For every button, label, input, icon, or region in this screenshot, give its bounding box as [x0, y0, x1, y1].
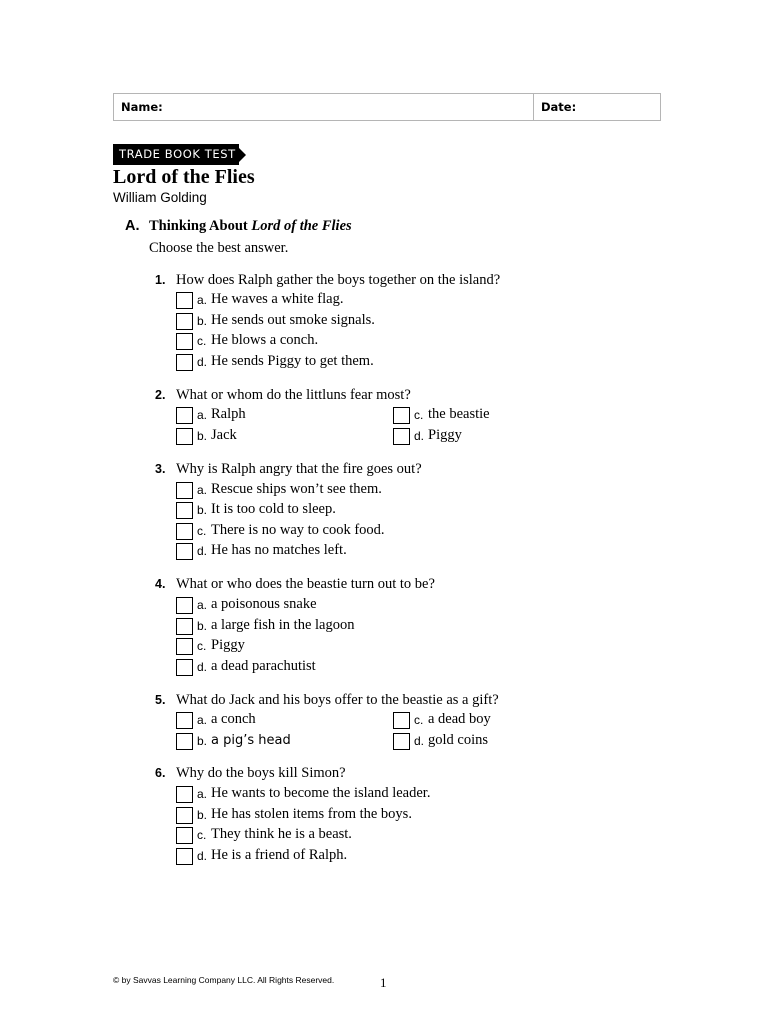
name-label: Name: [121, 100, 163, 114]
answer-checkbox[interactable] [176, 543, 193, 560]
book-author: William Golding [113, 190, 207, 205]
question-text: Why do the boys kill Simon? [176, 765, 346, 781]
option-letter: a. [197, 293, 208, 307]
option-letter: b. [197, 807, 208, 822]
option-text: He has no matches left. [211, 542, 347, 558]
answer-checkbox[interactable] [176, 597, 193, 614]
answer-checkbox[interactable] [176, 712, 193, 729]
answer-checkbox[interactable] [176, 502, 193, 519]
question-number: 1. [155, 273, 166, 287]
option-text: a conch [211, 711, 256, 727]
date-field[interactable] [534, 94, 660, 120]
option-text: He is a friend of Ralph. [211, 846, 348, 863]
option-letter: c. [197, 639, 207, 653]
answer-checkbox[interactable] [176, 733, 193, 750]
option-text: Ralph [211, 406, 246, 422]
option-text: He sends out smoke signals. [211, 311, 375, 328]
option-text: He sends Piggy to get them. [211, 352, 374, 369]
option-letter: a. [197, 408, 208, 422]
trade-book-test-banner: TRADE BOOK TEST [113, 144, 239, 165]
option-letter: b. [197, 733, 208, 748]
option-letter: a. [197, 482, 208, 497]
question-text: Why is Ralph angry that the fire goes out? [176, 461, 422, 477]
option-text: a poisonous snake [211, 596, 317, 612]
option-letter: a. [197, 713, 208, 727]
answer-checkbox[interactable] [393, 712, 410, 729]
option-text: Piggy [211, 637, 245, 653]
answer-checkbox[interactable] [176, 807, 193, 824]
option-letter: d. [414, 428, 425, 443]
option-text: It is too cold to sleep. [211, 501, 336, 517]
section-title-italic: Lord of the Flies [251, 218, 352, 234]
option-text: a large fish in the lagoon [211, 616, 355, 633]
option-text: He wants to become the island leader. [211, 785, 431, 801]
question-number: 2. [155, 388, 166, 402]
option-letter: a. [197, 598, 208, 612]
answer-checkbox[interactable] [176, 786, 193, 803]
option-letter: b. [197, 428, 208, 443]
name-field[interactable] [114, 94, 534, 120]
option-letter: c. [414, 713, 424, 727]
question-number: 6. [155, 766, 166, 780]
answer-checkbox[interactable] [176, 482, 193, 499]
section-title-prefix: Thinking About [149, 218, 252, 234]
page-number: 1 [380, 975, 387, 990]
question-text: What or whom do the littluns fear most? [176, 387, 411, 403]
option-letter: b. [197, 313, 208, 328]
option-letter: d. [197, 354, 208, 369]
option-text: He has stolen items from the boys. [211, 805, 412, 822]
option-letter: a. [197, 787, 208, 801]
option-text: They think he is a beast. [211, 826, 352, 842]
section-title [149, 218, 352, 235]
answer-checkbox[interactable] [393, 733, 410, 750]
answer-checkbox[interactable] [176, 827, 193, 844]
answer-checkbox[interactable] [176, 618, 193, 635]
section-letter: A. [125, 218, 140, 234]
option-letter: d. [414, 733, 425, 748]
question-text: What or who does the beastie turn out to be? [176, 576, 435, 592]
answer-checkbox[interactable] [176, 523, 193, 540]
option-text: Piggy [428, 426, 462, 443]
answer-checkbox[interactable] [176, 407, 193, 424]
option-letter: c. [197, 828, 207, 842]
option-text: He blows a conch. [211, 332, 319, 348]
answer-checkbox[interactable] [176, 428, 193, 445]
date-label: Date: [541, 100, 577, 114]
answer-checkbox[interactable] [393, 407, 410, 424]
option-text: He waves a white flag. [211, 291, 344, 307]
question-text: How does Ralph gather the boys together on the island? [176, 272, 501, 288]
option-text: Jack [211, 426, 237, 443]
option-text: gold coins [428, 731, 489, 748]
section-instruction: Choose the best answer. [149, 240, 289, 256]
option-text: a dead boy [428, 711, 491, 727]
option-letter: d. [197, 848, 208, 863]
answer-checkbox[interactable] [176, 659, 193, 676]
answer-checkbox[interactable] [393, 428, 410, 445]
option-letter: c. [197, 523, 207, 538]
option-text: a dead parachutist [211, 657, 316, 674]
question-text: What do Jack and his boys offer to the beastie as a gift? [176, 692, 499, 708]
copyright-notice: © by Savvas Learning Company LLC. All Rights Reserved. [113, 975, 335, 985]
name-date-box [113, 93, 661, 121]
option-letter: c. [197, 334, 207, 348]
option-letter: b. [197, 618, 208, 633]
option-letter: b. [197, 503, 208, 517]
option-letter: d. [197, 659, 208, 674]
answer-checkbox[interactable] [176, 848, 193, 865]
answer-checkbox[interactable] [176, 313, 193, 330]
book-title: Lord of the Flies [113, 166, 255, 188]
answer-checkbox[interactable] [176, 354, 193, 371]
question-number: 3. [155, 462, 166, 476]
option-letter: d. [197, 544, 208, 558]
question-number: 5. [155, 693, 166, 707]
option-text: Rescue ships won’t see them. [211, 480, 382, 497]
option-text: the beastie [428, 406, 490, 422]
option-text: a pig’s head [211, 732, 291, 748]
question-number: 4. [155, 577, 166, 591]
answer-checkbox[interactable] [176, 333, 193, 350]
answer-checkbox[interactable] [176, 292, 193, 309]
option-text: There is no way to cook food. [211, 521, 385, 538]
option-letter: c. [414, 408, 424, 422]
answer-checkbox[interactable] [176, 638, 193, 655]
